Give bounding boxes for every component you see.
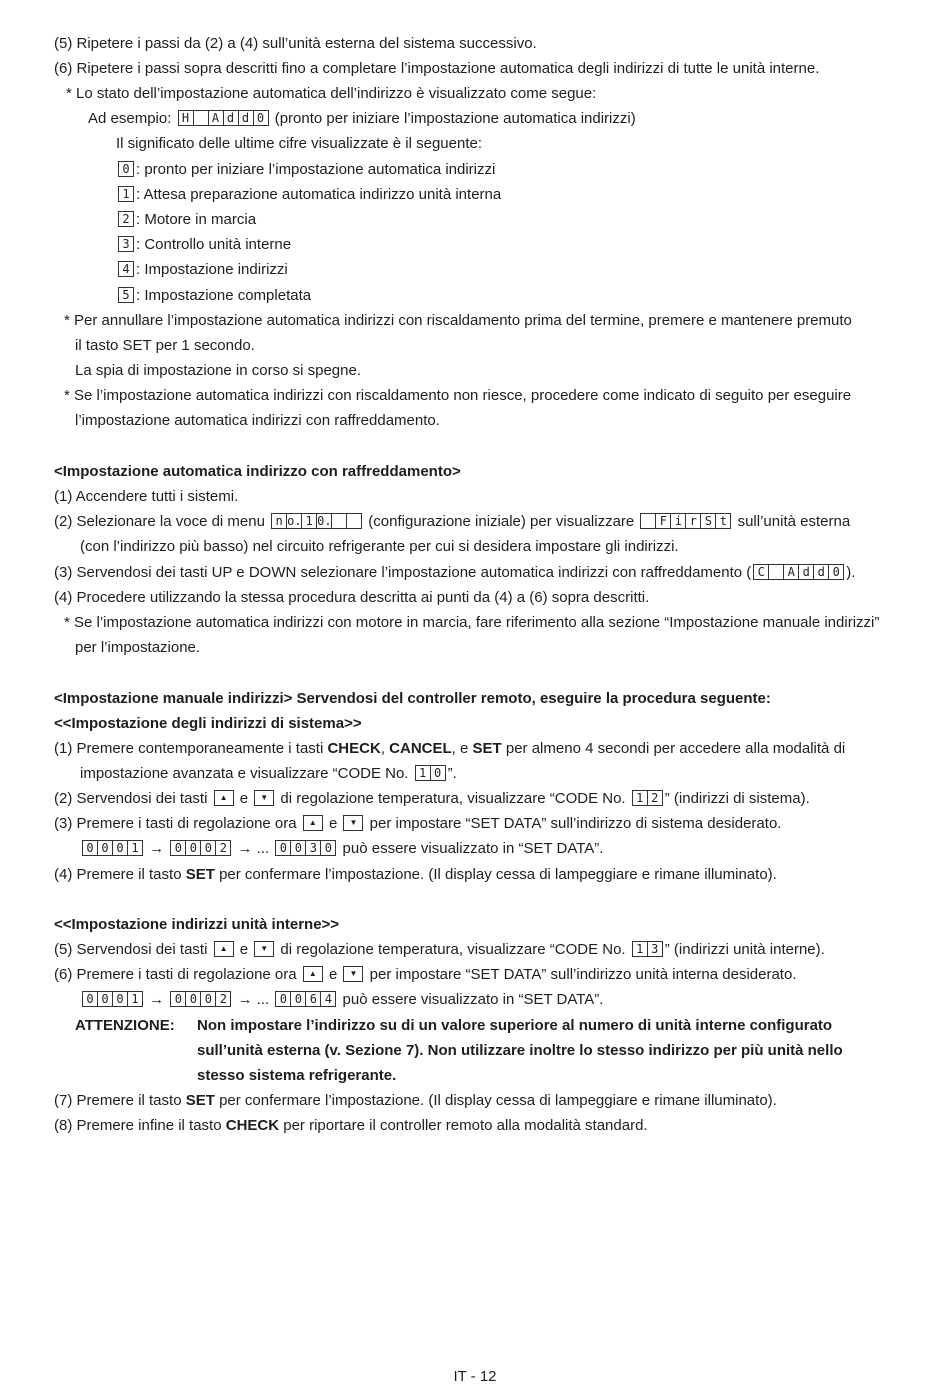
step-text: (5) Servendosi dei tasti: [54, 941, 212, 958]
step-text: e: [235, 941, 253, 958]
step-text: per confermare l’impostazione. (Il display cessa di lampeggiare e rimane illuminato).: [214, 866, 777, 883]
display-0002: [170, 991, 231, 1007]
step-text: per confermare l’impostazione. (Il display cessa di lampeggiare e rimane illuminato).: [214, 1092, 777, 1109]
digit: A: [783, 564, 799, 580]
cool-step-2: [54, 512, 850, 532]
attention-line-1: Non impostare l’indirizzo su di un valore superiore al numero di unità interne configurato: [197, 1017, 833, 1034]
step-text: (2) Selezionare la voce di menu: [54, 513, 270, 530]
note-fail-2: l’impostazione automatica indirizzi con raffreddamento.: [75, 412, 440, 429]
digit: 3: [647, 941, 663, 957]
digit: 2: [215, 840, 231, 856]
note-cancel-1: * Per annullare l’impostazione automatica indirizzi con riscaldamento prima del termine, premere e mantenere premuto: [64, 312, 852, 329]
step-text: , e: [451, 740, 473, 757]
step-text: e: [324, 815, 342, 832]
step-text: (2) Servendosi dei tasti: [54, 790, 212, 807]
page-number: IT - 12: [453, 1368, 497, 1385]
display-0064: [275, 991, 336, 1007]
step-text: impostazione avanzata e visualizzare “CODE No.: [80, 765, 413, 782]
digit: [193, 110, 209, 126]
display-code-13: [632, 941, 663, 957]
digit: S: [700, 513, 716, 529]
step-text: (4) Premere il tasto: [54, 866, 186, 883]
arrow-right-icon: → ...: [237, 991, 270, 1008]
digit: 4: [118, 261, 134, 277]
digit: H: [178, 110, 194, 126]
state-text: : Controllo unità interne: [136, 236, 292, 253]
attention-label: ATTENZIONE:: [75, 1017, 175, 1034]
step-text: per riportare il controller remoto alla modalità standard.: [279, 1117, 648, 1134]
manual-step-6: [54, 965, 796, 985]
digit: 1: [632, 941, 648, 957]
digit: 2: [647, 790, 663, 806]
note-fail-1: * Se l’impostazione automatica indirizzi con riscaldamento non riesce, procedere come indicato di seguito per eseguire: [64, 387, 852, 404]
subheading-system: <<Impostazione degli indirizzi di sistema>>: [54, 715, 362, 732]
digit: 0: [430, 765, 446, 781]
manual-step-7: [54, 1091, 777, 1111]
step-text: (7) Premere il tasto: [54, 1092, 186, 1109]
up-arrow-icon: ▲: [214, 790, 234, 806]
digit: 0: [200, 991, 216, 1007]
step-text: di regolazione temperatura, visualizzare “CODE No.: [276, 941, 630, 958]
arrow-right-icon: → ...: [237, 840, 270, 857]
display-code-10: [415, 765, 446, 781]
example-line: [88, 109, 636, 129]
step-text: e: [235, 790, 253, 807]
step-text: (1) Premere contemporaneamente i tasti: [54, 740, 328, 757]
digit: 0: [320, 840, 336, 856]
digit: 0: [275, 991, 291, 1007]
digit: 0: [112, 991, 128, 1007]
down-arrow-icon: ▼: [254, 941, 274, 957]
digit: 0: [82, 991, 98, 1007]
digit: 3: [118, 236, 134, 252]
intro-line-2: (6) Ripetere i passi sopra descritti fino a completare l’impostazione automatica degli indirizzi di tutte le unità interne.: [54, 60, 820, 77]
digit: 0: [112, 840, 128, 856]
display-state: [118, 261, 134, 277]
meaning-line: Il significato delle ultime cifre visualizzate è il seguente:: [116, 135, 483, 152]
display-state: [118, 236, 134, 252]
digit: F: [655, 513, 671, 529]
arrow-right-icon: →: [149, 991, 165, 1008]
manual-step-1b: [80, 764, 457, 784]
indoor-address-sequence: [80, 990, 603, 1010]
intro-line-1: (5) Ripetere i passi da (2) a (4) sull’unità esterna del sistema successivo.: [54, 35, 537, 52]
step-text: può essere visualizzato in “SET DATA”.: [342, 991, 604, 1008]
display-state: [118, 287, 134, 303]
state-row-2: [116, 210, 256, 230]
digit: 1: [118, 186, 134, 202]
digit: 2: [215, 991, 231, 1007]
attention-line-3: stesso sistema refrigerante.: [197, 1067, 397, 1084]
display-0001: [82, 991, 143, 1007]
key-check: CHECK: [225, 1117, 280, 1134]
cool-step-4: (4) Procedere utilizzando la stessa procedura descritta ai punti da (4) a (6) sopra descritti.: [54, 589, 650, 606]
digit: 0: [200, 840, 216, 856]
digit: C: [753, 564, 769, 580]
down-arrow-icon: ▼: [343, 815, 363, 831]
digit: 0.: [317, 514, 332, 529]
display-0002: [170, 840, 231, 856]
example-label: Ad esempio:: [88, 110, 176, 127]
display-haddo: [178, 110, 269, 126]
digit: o.: [287, 514, 302, 529]
state-text: : Attesa preparazione automatica indirizzo unità interna: [136, 186, 502, 203]
step-text: e: [324, 966, 342, 983]
up-arrow-icon: ▲: [303, 966, 323, 982]
down-arrow-icon: ▼: [343, 966, 363, 982]
digit: d: [238, 110, 254, 126]
step-text: per impostare “SET DATA” sull’indirizzo di sistema desiderato.: [365, 815, 782, 832]
manual-step-5: [54, 940, 825, 960]
step-text: ” (indirizzi unità interne).: [664, 941, 825, 958]
step-text: sull’unità esterna: [733, 513, 851, 530]
display-code-12: [632, 790, 663, 806]
step-text: (3) Premere i tasti di regolazione ora: [54, 815, 301, 832]
state-row-0: [116, 160, 495, 180]
note-cancel-3: La spia di impostazione in corso si spegne.: [75, 362, 361, 379]
digit: 4: [320, 991, 336, 1007]
digit: i: [670, 513, 686, 529]
digit: A: [208, 110, 224, 126]
manual-step-3: [54, 814, 781, 834]
digit: [768, 564, 784, 580]
digit: 1: [415, 765, 431, 781]
step-text: ” (indirizzi di sistema).: [664, 790, 810, 807]
digit: 6: [305, 991, 321, 1007]
step-text: ”.: [447, 765, 457, 782]
manual-step-2: [54, 789, 810, 809]
step-text: (3) Servendosi dei tasti UP e DOWN selezionare l’impostazione automatica indirizzi con raffreddamento (: [54, 564, 752, 581]
digit: 1: [127, 840, 143, 856]
display-state: [118, 186, 134, 202]
digit: d: [798, 564, 814, 580]
display-no10: [271, 513, 362, 529]
digit: 0: [290, 840, 306, 856]
digit: 0: [253, 110, 269, 126]
digit: 0: [170, 840, 186, 856]
display-first: [640, 513, 731, 529]
step-text: ,: [380, 740, 390, 757]
digit: [640, 513, 656, 529]
cool-note-2: per l’impostazione.: [75, 639, 201, 656]
digit: 1: [632, 790, 648, 806]
key-set: SET: [472, 740, 502, 757]
digit: 0: [118, 161, 134, 177]
attention-line-2: sull’unità esterna (v. Sezione 7). Non utilizzare inoltre lo stesso indirizzo per più unità nello: [197, 1042, 843, 1059]
digit: 0: [82, 840, 98, 856]
digit: 0: [275, 840, 291, 856]
digit: 0: [97, 840, 113, 856]
example-desc: (pronto per iniziare l’impostazione automatica indirizzi): [270, 110, 636, 127]
digit: 0: [828, 564, 844, 580]
state-text: : pronto per iniziare l’impostazione automatica indirizzi: [136, 161, 496, 178]
key-set: SET: [185, 866, 215, 883]
manual-step-8: [54, 1116, 648, 1136]
display-0030: [275, 840, 336, 856]
intro-note-status: * Lo stato dell’impostazione automatica dell’indirizzo è visualizzato come segue:: [66, 85, 597, 102]
step-text: per almeno 4 secondi per accedere alla modalità di: [501, 740, 846, 757]
key-cancel: CANCEL: [389, 740, 452, 757]
digit: 5: [118, 287, 134, 303]
display-0001: [82, 840, 143, 856]
state-text: : Impostazione indirizzi: [136, 261, 288, 278]
state-row-4: [116, 260, 288, 280]
digit: d: [223, 110, 239, 126]
up-arrow-icon: ▲: [214, 941, 234, 957]
digit: 3: [305, 840, 321, 856]
state-text: : Motore in marcia: [136, 211, 257, 228]
state-row-3: [116, 235, 291, 255]
state-row-5: [116, 286, 311, 306]
digit: 0: [185, 840, 201, 856]
up-arrow-icon: ▲: [303, 815, 323, 831]
manual-step-1: [54, 739, 845, 759]
display-caddo: [753, 564, 844, 580]
subheading-indoor: <<Impostazione indirizzi unità interne>>: [54, 916, 340, 933]
digit: 1: [127, 991, 143, 1007]
cool-step-1: (1) Accendere tutti i sistemi.: [54, 488, 239, 505]
cool-note-1: * Se l’impostazione automatica indirizzi con motore in marcia, fare riferimento alla sezione “Impostazione manuale indirizzi”: [64, 614, 880, 631]
digit: n: [271, 513, 287, 529]
state-text: : Impostazione completata: [136, 287, 312, 304]
step-text: (8) Premere infine il tasto: [54, 1117, 226, 1134]
digit: 0: [290, 991, 306, 1007]
arrow-right-icon: →: [149, 840, 165, 857]
digit: 1: [301, 513, 317, 529]
note-cancel-2: il tasto SET per 1 secondo.: [75, 337, 255, 354]
system-address-sequence: [80, 839, 603, 859]
key-check: CHECK: [327, 740, 381, 757]
digit: 0: [170, 991, 186, 1007]
display-state: [118, 161, 134, 177]
step-text: può essere visualizzato in “SET DATA”.: [342, 840, 604, 857]
step-text: (configurazione iniziale) per visualizzare: [364, 513, 639, 530]
manual-step-4: [54, 865, 777, 885]
key-set: SET: [185, 1092, 215, 1109]
digit: d: [813, 564, 829, 580]
digit: 0: [185, 991, 201, 1007]
heading-manual: <Impostazione manuale indirizzi> Servendosi del controller remoto, eseguire la procedura seguente:: [54, 690, 771, 707]
digit: 2: [118, 211, 134, 227]
cool-step-3: [54, 563, 855, 583]
step-text: per impostare “SET DATA” sull’indirizzo unità interna desiderato.: [365, 966, 797, 983]
digit: r: [685, 513, 701, 529]
digit: 0: [97, 991, 113, 1007]
heading-cooling: <Impostazione automatica indirizzo con raffreddamento>: [54, 463, 461, 480]
display-state: [118, 211, 134, 227]
cool-step-2b: (con l’indirizzo più basso) nel circuito refrigerante per cui si desidera impostare gli indirizzi.: [80, 538, 679, 555]
digit: [331, 513, 347, 529]
digit: [346, 513, 362, 529]
step-text: (6) Premere i tasti di regolazione ora: [54, 966, 301, 983]
step-text: di regolazione temperatura, visualizzare “CODE No.: [276, 790, 630, 807]
step-text: ).: [846, 564, 856, 581]
state-row-1: [116, 185, 501, 205]
down-arrow-icon: ▼: [254, 790, 274, 806]
digit: t: [715, 513, 731, 529]
